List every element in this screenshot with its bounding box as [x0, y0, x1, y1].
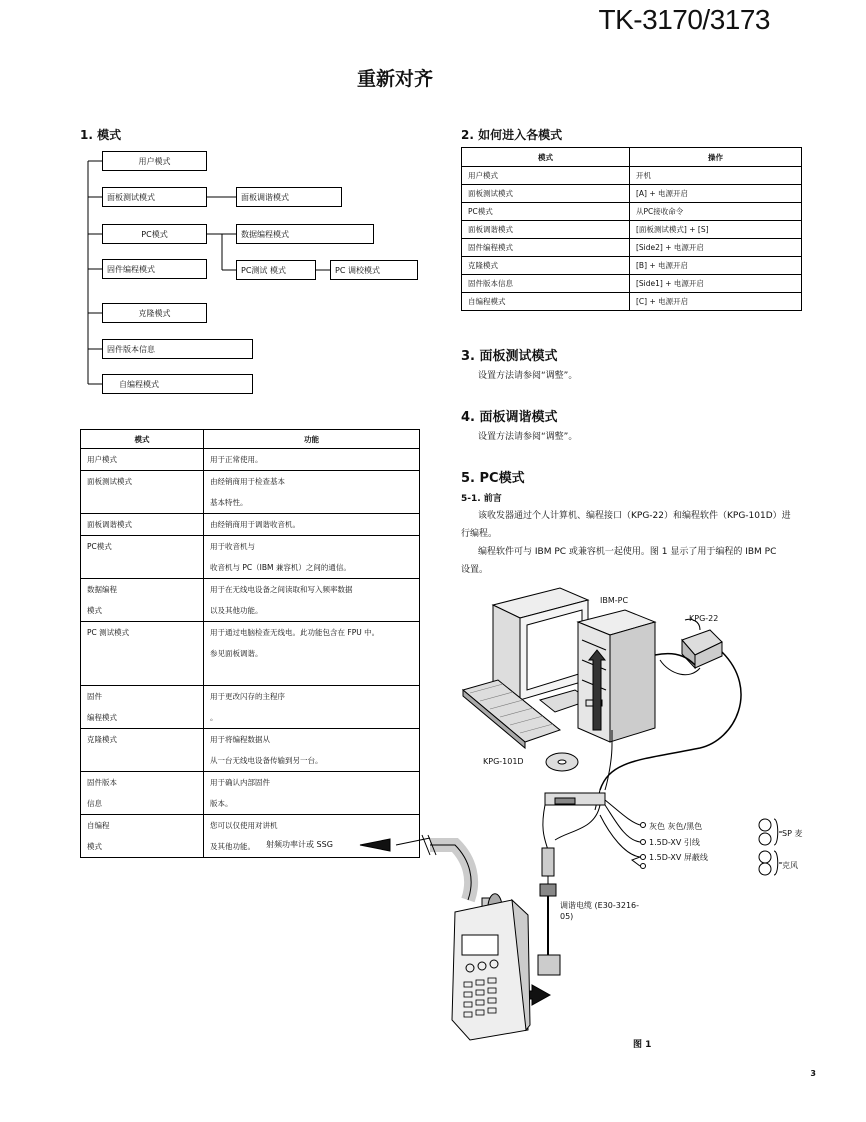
table-row: 面板测试模式 由经销商用于检查基本 基本特性。	[81, 471, 420, 514]
section5-para1-line1: 该收发器通过个人计算机、编程接口（KPG-22）和编程软件（KPG-101D）进	[478, 511, 791, 521]
table-row: 面板调谐模式 [面板测试模式] + [S]	[462, 221, 802, 239]
section3-text: 设置方法请参阅“调整”。	[478, 371, 578, 381]
label-kpg22: KPG-22	[689, 614, 719, 623]
label-tuning-cable-2: 05)	[560, 912, 574, 921]
table-row: 自编程模式 [C] + 电源开启	[462, 293, 802, 311]
table-row: 数据编程 模式 用于在无线电设备之间读取和写入频率数据 以及其他功能。	[81, 579, 420, 622]
table-row: PC模式 用于收音机与 收音机与 PC（IBM 兼容机）之间的通信。	[81, 536, 420, 579]
table-row: 克隆模式 [B] + 电源开启	[462, 257, 802, 275]
box-firmware-prog-mode: 固件编程模式	[102, 259, 207, 279]
table-row: 用户模式 用于正常使用。	[81, 449, 420, 471]
table-row: 面板测试模式 [A] + 电源开启	[462, 185, 802, 203]
section2-heading: 2. 如何进入各模式	[461, 128, 563, 142]
box-panel-test-mode: 面板测试模式	[102, 187, 207, 207]
box-pc-mode: PC模式	[102, 224, 207, 244]
table-header: 操作	[630, 148, 802, 167]
table-row: 用户模式 开机	[462, 167, 802, 185]
kpg22-interface-illustration	[682, 619, 722, 668]
table-row: 固件编程模式 [Side2] + 电源开启	[462, 239, 802, 257]
box-data-prog-mode: 数据编程模式	[236, 224, 374, 244]
label-tuning-cable: 调谐电缆 (E30-3216-	[560, 901, 640, 910]
table-row: 面板调谐模式 由经销商用于调谐收音机。	[81, 514, 420, 536]
label-mic: 克风	[782, 861, 798, 870]
section4-text: 设置方法请参阅“调整”。	[478, 432, 578, 442]
box-self-prog-mode: 自编程模式	[102, 374, 253, 394]
box-clone-mode: 克隆模式	[102, 303, 207, 323]
box-firmware-info: 固件版本信息	[102, 339, 253, 359]
section4-heading: 4. 面板调谐模式	[461, 410, 558, 425]
box-user-mode: 用户模式	[102, 151, 207, 171]
radio-transceiver-illustration	[452, 894, 530, 1040]
label-sp: SP 麦	[782, 829, 803, 838]
section1-heading: 1. 模式	[80, 128, 122, 142]
section5-heading: 5. PC模式	[461, 471, 525, 486]
page-title: 重新对齐	[356, 68, 433, 90]
figure-caption: 图 1	[633, 1040, 652, 1050]
table-row: 固件 编程模式 用于更改闪存的主程序 。	[81, 686, 420, 729]
label-ssg: 射频功率计或 SSG	[266, 840, 333, 849]
section5-subheading: 5-1. 前言	[461, 494, 502, 504]
table-row: 固件版本信息 [Side1] + 电源开启	[462, 275, 802, 293]
box-panel-tune-mode: 面板调谐模式	[236, 187, 342, 207]
table-row: PC模式 从PC接收命令	[462, 203, 802, 221]
box-pc-adjust-mode: PC 调校模式	[330, 260, 418, 280]
table-row: 克隆模式 用于将编程数据从 从一台无线电设备传输到另一台。	[81, 729, 420, 772]
model-number: TK-3170/3173	[598, 4, 770, 35]
table-header: 模式	[81, 430, 204, 449]
section5-para2-line1: 编程软件可与 IBM PC 或兼容机一起使用。图 1 显示了用于编程的 IBM PC	[478, 547, 777, 557]
label-wire1: 灰色 灰色/黑色	[649, 822, 703, 831]
pc-tower-illustration	[578, 610, 655, 742]
section3-heading: 3. 面板测试模式	[461, 349, 558, 364]
label-wire2: 1.5D-XV 引线	[649, 838, 700, 847]
table-header: 模式	[462, 148, 630, 167]
section5-para1-line2: 行编程。	[461, 529, 498, 539]
label-kpg101d: KPG-101D	[483, 757, 524, 766]
label-ibm-pc: IBM-PC	[600, 596, 629, 605]
table-header: 功能	[204, 430, 420, 449]
page-number: 3	[810, 1069, 816, 1078]
label-wire3: 1.5D-XV 屏蔽线	[649, 853, 708, 862]
box-pc-test-mode: PC测试 模式	[236, 260, 316, 280]
table-row: 自编程 模式 您可以仅使用对讲机 及其他功能。	[81, 815, 420, 858]
table-row: 固件版本 信息 用于确认内部固件 版本。	[81, 772, 420, 815]
table-row: PC 测试模式 用于通过电脑检查无线电。此功能包含在 FPU 中。 参见面板调谐。	[81, 622, 420, 686]
section5-para2-line2: 设置。	[461, 565, 489, 575]
